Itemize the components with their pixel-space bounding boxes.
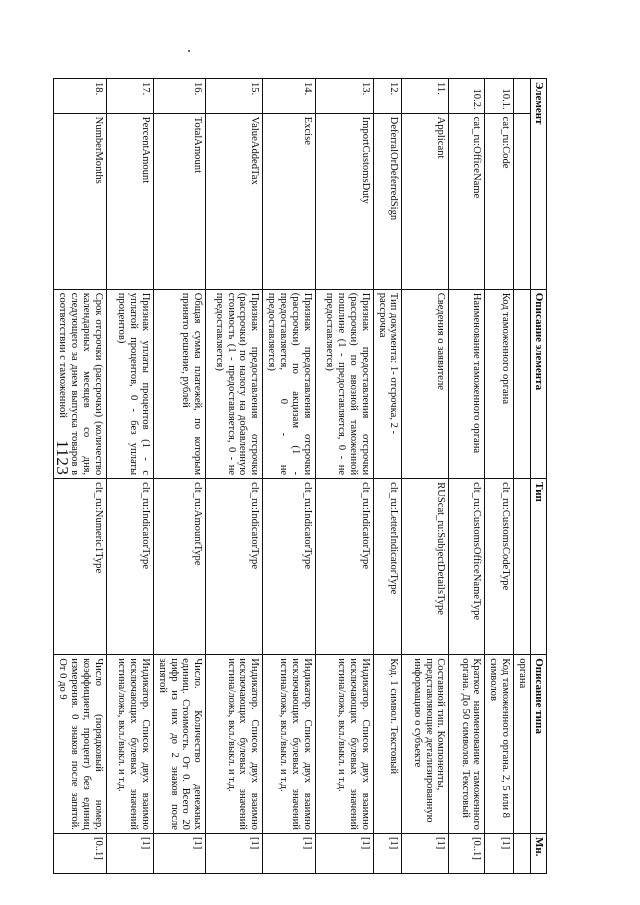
element-name: cat_ru:OfficeName [449, 113, 485, 289]
multiplicity: [1] [373, 833, 402, 873]
table-row [153, 79, 205, 874]
element-type: clt_ru:IndicatorType [106, 479, 153, 655]
multiplicity: [1] [106, 833, 153, 873]
multiplicity: [1] [263, 833, 315, 873]
type-description: Индикатор. Список двух взаимно исключающих булевых значений истина/ложь, вкл./выкл. и т.д. [106, 655, 153, 834]
table-row [514, 79, 531, 874]
table-row [449, 79, 485, 874]
scan-speck [188, 50, 190, 52]
element-name: Applicant [402, 113, 449, 289]
row-number: 15. [206, 79, 263, 114]
multiplicity: [0..1] [449, 833, 485, 873]
table-row [54, 79, 106, 874]
table-row [315, 79, 373, 874]
type-description: Число (порядковый номер, коэффициент, процент) без единиц измерения. 0 знаков после запятой. От 0 до 9 [54, 655, 106, 834]
element-type: clt_ru:LetterIndicatorType [373, 479, 402, 655]
header-type: Тип [531, 479, 547, 655]
element-name: Excise [263, 113, 315, 289]
type-description: Код таможенного органа. 2, 5 или 8 символов [485, 655, 514, 834]
table-row [206, 79, 263, 874]
multiplicity: [1] [315, 833, 373, 873]
element-description: Сведения о заявителе [402, 289, 449, 478]
element-description: Тип документа: 1- отсрочка, 2 - рассрочка [373, 289, 402, 478]
table-row [373, 79, 402, 874]
element-type: clt_ru:Numeric1Type [54, 479, 106, 655]
row-number: 12. [373, 79, 402, 114]
element-name: NumberMonths [54, 113, 106, 289]
multiplicity: [0..1] [54, 833, 106, 873]
element-name: TotalAmount [153, 113, 205, 289]
table-row [263, 79, 315, 874]
row-number: 10.2. [449, 79, 485, 114]
element-description: Срок отсрочки (рассрочки) (количество календарных месяцев со дня, следующего за днем выпуска товаров в соответствии с таможенной [54, 289, 106, 478]
row-number: 11. [402, 79, 449, 114]
multiplicity: [1] [402, 833, 449, 873]
row-number: 13. [315, 79, 373, 114]
multiplicity: [1] [485, 833, 514, 873]
header-type-description: Описание типа [531, 655, 547, 834]
type-description: Код. 1 символ. Текстовый [373, 655, 402, 834]
element-type: clt_ru:CustomsOfficeNameType [449, 479, 485, 655]
type-description: Индикатор. Список двух взаимно исключающих булевых значений истина/ложь, вкл./выкл. и т.д. [206, 655, 263, 834]
element-type: clt_ru:CustomsCodeType [485, 479, 514, 655]
page-number: 1123 [53, 440, 72, 476]
table-header-row [531, 79, 547, 874]
element-type: clt_ru:IndicatorType [263, 479, 315, 655]
element-description: Признак уплаты процентов (1 - с уплатой процентов, 0 - без уплаты процентов) [106, 289, 153, 478]
type-description: Составной тип. Компоненты, представляющие детализированную информацию о субъекте [402, 655, 449, 834]
element-name: ImportCustomsDuty [315, 113, 373, 289]
elements-table [53, 78, 547, 874]
row-number: 10.1. [485, 79, 514, 114]
element-type [514, 479, 531, 655]
element-description: Наименование таможенного органа [449, 289, 485, 478]
type-description: Индикатор. Список двух взаимно исключающих булевых значений истина/ложь, вкл./выкл. и т.д. [263, 655, 315, 834]
element-name: ValueAddedTax [206, 113, 263, 289]
table-row [106, 79, 153, 874]
element-name [514, 113, 531, 289]
element-name: PercentAmount [106, 113, 153, 289]
element-type: clt_ru:AmountType [153, 479, 205, 655]
type-description: Число. Количество денежных единиц. Стоимость. От 0. Всего 20 цифр из них до 2 знаков после запятой [153, 655, 205, 834]
element-type: clt_ru:IndicatorType [206, 479, 263, 655]
element-description: Признак предоставления отсрочки (рассрочки) по акцизам (1 - предоставляется, 0 - не предоставляется) [263, 289, 315, 478]
row-number: 17. [106, 79, 153, 114]
header-multiplicity: Мн. [531, 833, 547, 873]
element-description: Признак предоставления отсрочки (рассрочки) по налогу на добавленную стоимость (1 - предоставляется, 0 - не предоставляется) [206, 289, 263, 478]
row-number [514, 79, 531, 114]
type-description: органа [514, 655, 531, 834]
element-type: clt_ru:IndicatorType [315, 479, 373, 655]
multiplicity: [1] [206, 833, 263, 873]
type-description: Индикатор. Список двух взаимно исключающих булевых значений истина/ложь, вкл./выкл. и т.д. [315, 655, 373, 834]
multiplicity: [1] [153, 833, 205, 873]
multiplicity [514, 833, 531, 873]
row-number: 16. [153, 79, 205, 114]
element-name: cat_ru:Code [485, 113, 514, 289]
element-description: Общая сумма платежей, по которым принято решение, рублей [153, 289, 205, 478]
element-description: Код таможенного органа [485, 289, 514, 478]
element-type: RUScat_ru:SubjectDetailsType [402, 479, 449, 655]
table-row [402, 79, 449, 874]
row-number: 18. [54, 79, 106, 114]
element-description [514, 289, 531, 478]
row-number: 14. [263, 79, 315, 114]
header-element-description: Описание элемента [531, 289, 547, 478]
type-description: Краткое наименование таможенного органа. До 50 символов. Текстовый [449, 655, 485, 834]
table-row [485, 79, 514, 874]
element-description: Признак предоставления отсрочки (рассрочки) по ввозной таможенной пошлине (1 - предоставляется, 0 - не предоставляется) [315, 289, 373, 478]
element-name: DeferralOrDeferredSign [373, 113, 402, 289]
header-element: Элемент [531, 79, 547, 290]
